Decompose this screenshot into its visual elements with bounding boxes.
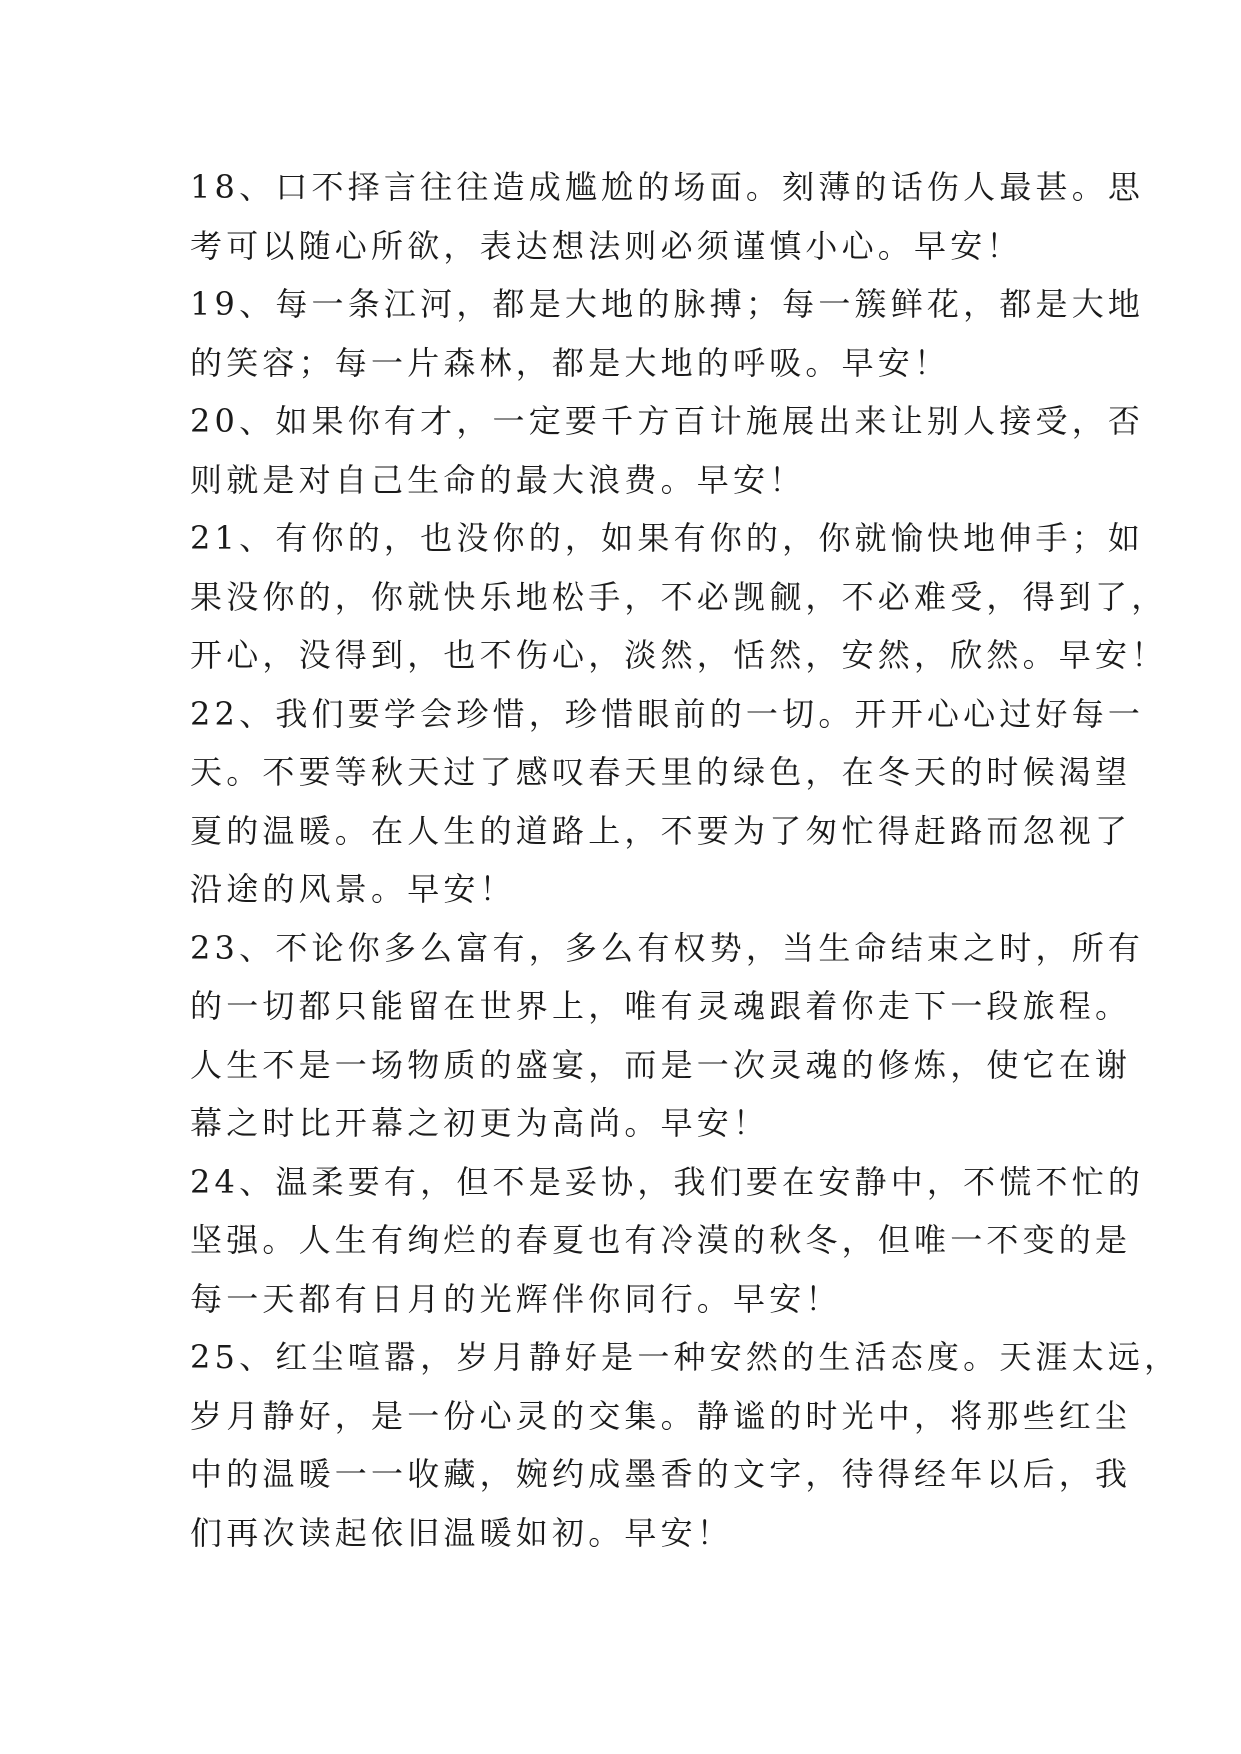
text-line: 夏的温暖。在人生的道路上，不要为了匆忙得赶路而忽视了 (190, 811, 1132, 850)
text-line: 18、口不择言往往造成尴尬的场面。刻薄的话伤人最甚。思 (190, 168, 1145, 206)
text-line: 考可以随心所欲，表达想法则必须谨慎小心。早安！ (190, 226, 1023, 265)
text-line: 23、不论你多么富有，多么有权势，当生命结束之时，所有 (190, 928, 1145, 967)
text-line: 的一切都只能留在世界上，唯有灵魂跟着你走下一段旅程。 (190, 987, 1132, 1025)
text-line: 幕之时比开幕之初更为高尚。早安！ (190, 1104, 770, 1142)
text-line: 24、温柔要有，但不是妥协，我们要在安静中，不慌不忙的 (190, 1162, 1145, 1201)
text-line: 天。不要等秋天过了感叹春天里的绿色，在冬天的时候渴望 (190, 753, 1132, 791)
text-line: 人生不是一场物质的盛宴，而是一次灵魂的修炼，使它在谢 (190, 1045, 1132, 1084)
text-line: 坚强。人生有绚烂的春夏也有冷漠的秋冬，但唯一不变的是 (190, 1221, 1132, 1259)
text-line: 每一天都有日月的光辉伴你同行。早安！ (190, 1279, 842, 1318)
text-line: 20、如果你有才，一定要千方百计施展出来让别人接受，否 (190, 402, 1145, 440)
text-line: 21、有你的，也没你的，如果有你的，你就愉快地伸手；如 (190, 519, 1145, 557)
text-line: 沿途的风景。早安！ (190, 870, 516, 908)
text-line: 们再次读起依旧温暖如初。早安！ (190, 1513, 734, 1552)
text-line: 岁月静好，是一份心灵的交集。静谧的时光中，将那些红尘 (190, 1396, 1132, 1435)
text-line: 则就是对自己生命的最大浪费。早安！ (190, 460, 806, 499)
text-line: 19、每一条江河，都是大地的脉搏；每一簇鲜花，都是大地 (190, 285, 1145, 323)
text-line: 果没你的，你就快乐地松手，不必觊觎，不必难受，得到了， (190, 577, 1168, 616)
text-line: 22、我们要学会珍惜，珍惜眼前的一切。开开心心过好每一 (190, 694, 1145, 733)
text-line: 开心，没得到，也不伤心，淡然，恬然，安然，欣然。早安！ (190, 636, 1168, 674)
text-line: 25、红尘喧嚣，岁月静好是一种安然的生活态度。天涯太远， (190, 1338, 1181, 1376)
document-body (190, 158, 1181, 1562)
text-line: 的笑容；每一片森林，都是大地的呼吸。早安！ (190, 343, 951, 382)
text-line: 中的温暖一一收藏，婉约成墨香的文字，待得经年以后，我 (190, 1455, 1132, 1493)
